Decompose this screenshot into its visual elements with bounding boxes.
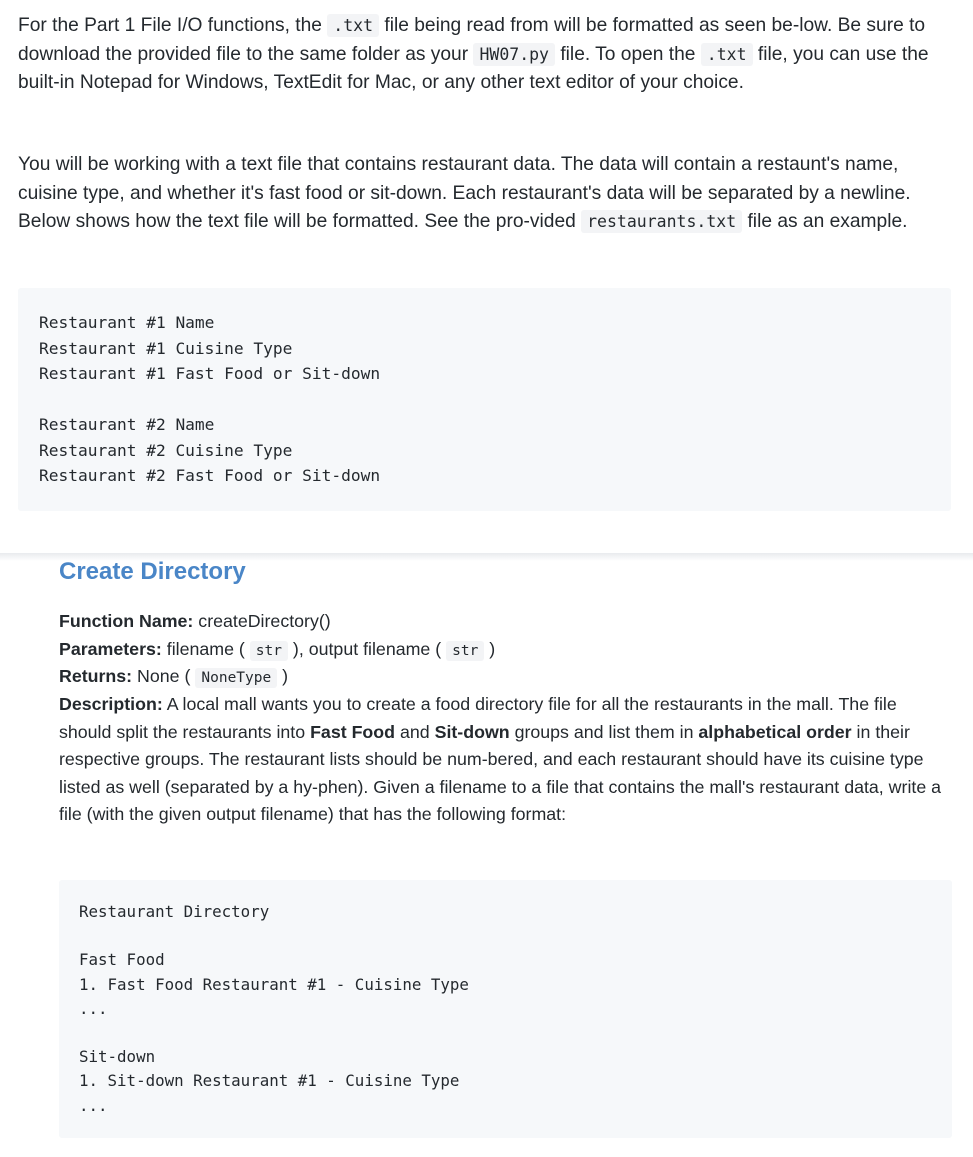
returns-label: Returns: — [59, 666, 133, 686]
inline-code-txt: .txt — [327, 14, 379, 37]
text-span: ) — [484, 639, 496, 659]
intro-paragraph-2 — [18, 151, 953, 237]
text-span: ), output filename ( — [287, 639, 447, 659]
text-span: file being read from will be formatted as seen be-low. Be sure to download the provided file to the same folder as your — [18, 15, 926, 65]
file-format-code: Restaurant #1 Name Restaurant #1 Cuisine Type Restaurant #1 Fast Food or Sit-down Restaurant #2 Name Restaurant #2 Cuisine Type Restaurant #2 Fast Food or Sit-down — [39, 313, 381, 485]
function-name-label: Function Name: — [59, 611, 194, 631]
output-format-code: Restaurant Directory Fast Food 1. Fast Food Restaurant #1 - Cuisine Type ... Sit-down 1. Sit-down Restaurant #1 - Cuisine Type ... — [79, 902, 469, 1115]
bold-sit-down: Sit-down — [434, 721, 510, 742]
function-heading: Create Directory — [59, 558, 246, 585]
text-span: file as an example. — [742, 211, 908, 233]
inline-code-nonetype: NoneType — [195, 668, 277, 688]
returns-line — [59, 663, 949, 693]
text-span: You will be working with a text file that contains restaurant data. The data will contain a restaunt's name, cuisine type, and whether it's fast food or sit-down. Each restaurant's data will be separated by a newline. Below shows how the text file will be formatted. See the pro-vided — [18, 154, 911, 233]
parameters-line — [59, 636, 949, 666]
inline-code-txt: .txt — [701, 43, 753, 66]
description-paragraph — [59, 691, 949, 829]
text-span: in their respective groups. The restaurant lists should be num-bered, and each restaurant should have its cuisine type listed as well (separated by a hy-phen). Given a filename to a file that contains the mall's restaurant data, write a file (with the given output filename) that has the following format: — [59, 721, 942, 825]
text-span: A local mall wants you to create a food directory file for all the restaurants in the mall. The file should split the restaurants into — [59, 694, 897, 742]
function-name-line — [59, 608, 949, 636]
text-span: and — [395, 721, 435, 742]
text-span: None ( — [132, 666, 196, 686]
inline-code-str: str — [250, 641, 288, 661]
intro-paragraph-1 — [18, 12, 953, 98]
description-label: Description: — [59, 694, 163, 714]
text-span: filename ( — [161, 639, 250, 659]
inline-code-str: str — [446, 641, 484, 661]
inline-code-restaurants-txt: restaurants.txt — [581, 210, 742, 233]
text-span: ) — [277, 666, 289, 686]
inline-code-hw07: HW07.py — [473, 43, 555, 66]
text-span: For the Part 1 File I/O functions, the — [18, 15, 328, 36]
file-format-code-block — [18, 288, 951, 511]
parameters-label: Parameters: — [59, 639, 162, 659]
text-span: file. To open the — [555, 43, 701, 65]
output-format-code-block — [59, 880, 952, 1138]
bold-alphabetical-order: alphabetical order — [698, 721, 852, 742]
bold-fast-food: Fast Food — [310, 721, 396, 742]
text-span: file, you can use the built-in Notepad for Windows, TextEdit for Mac, or any other text editor of your choice. — [18, 43, 929, 94]
function-name-value: createDirectory() — [193, 611, 331, 631]
text-span: groups and list them in — [509, 721, 699, 742]
intro-section — [0, 0, 973, 556]
